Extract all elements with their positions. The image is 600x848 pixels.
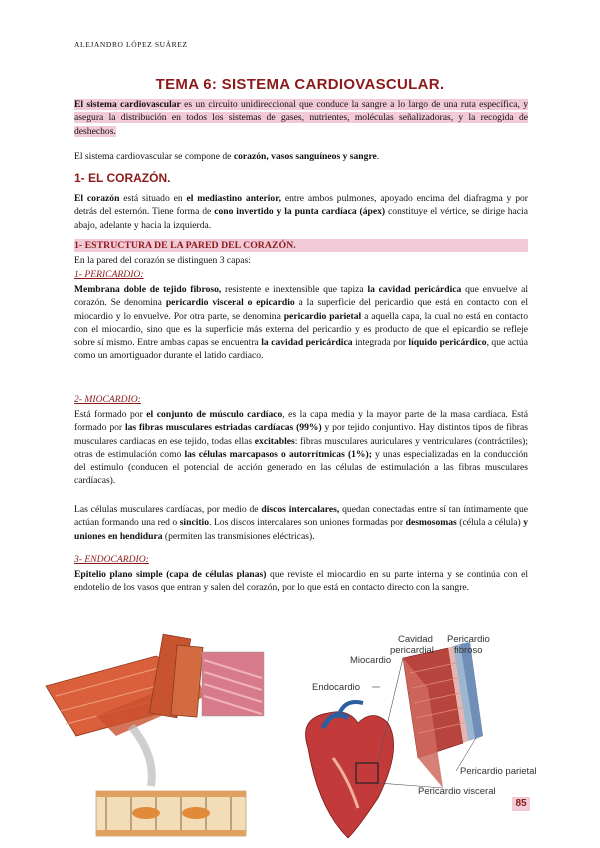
section-heading-corazon: 1- EL CORAZÓN. [74,171,171,185]
endocardio-paragraph: Epitelio plano simple (capa de células planas) que reviste el miocardio en su parte interna y se continúa con el endotelio de los vasos que entran y salen del corazón, por lo que está en contacto directo con la sangre. [74,569,529,594]
capas-intro: En la pared del corazón se distinguen 3 capas: [74,255,251,266]
corazon-paragraph: El corazón está situado en el mediastino anterior, entre ambos pulmones, apoyado encima del diafragma y por detrás del esternón. Tiene forma de cono invertido y la punta cardíaca (ápex) constituye el vértice, se dirige hacia abajo, adelante y hacia la izquierda. [74,193,528,231]
intro-paragraph: El sistema cardiovascular es un circuito unidireccional que conduce la sangre a lo largo de una ruta específica, y asegura la distribución en todos los sistemas de gases, nutrientes, moléculas señalizadoras, y la recogida de deshechos. [74,99,528,137]
label-pericardio-parietal: Pericardio parietal [460,766,537,777]
muscle-fibers-illustration [46,634,206,736]
label-pericardio-visceral: Pericardio visceral [418,786,496,797]
sarcomere-diagram [96,791,246,836]
cardiac-muscle-figure [36,616,276,846]
pericardio-paragraph: Membrana doble de tejido fibroso, resistente e inextensible que tapiza la cavidad pericárdica que envuelve al corazón. Se denomina pericardio visceral o epicardio a la superficie del pericardio que está en contacto con el miocardio y lo envuelve. Por otra parte, se denomina pericardio parietal a aquella capa, la cual no está en contacto con el miocardio, sino que es la superficie más externa del pericardio y es producto de que el epicardio se refleje sobre sí mismo. Entre ambas capas se encuentra la cavidad pericárdica integrada por líquido pericárdico, que actúa como un amortiguador durante el latido cardiaco. [74,284,528,362]
endocardio-heading: 3- ENDOCARDIO: [74,554,149,565]
composition-paragraph: El sistema cardiovascular se compone de corazón, vasos sanguíneos y sangre. [74,151,380,162]
label-fibroso-1: Pericardio [447,634,490,645]
miocardio-paragraph-2: Las células musculares cardíacas, por medio de discos intercalares, quedan conectadas entre sí tan íntimamente que actúan formando una red o sincitio. Los discos intercalares son uniones formadas por desmosomas (célula a célula) y uniones en hendidura (permiten las transmisiones eléctricas). [74,504,528,542]
label-miocardio: Miocardio [350,655,392,666]
label-fibroso-2: fibroso [454,645,483,656]
author-name: ALEJANDRO LÓPEZ SUÁREZ [74,40,188,49]
label-cavidad-1: Cavidad [398,634,433,645]
page-title: TEMA 6: SISTEMA CARDIOVASCULAR. [155,76,445,93]
heart-illustration [306,702,394,838]
miocardio-paragraph: Está formado por el conjunto de músculo cardíaco, es la capa media y la mayor parte de la masa cardiaca. Está formado por las fibras musculares estriadas cardíacas (99%) y por tejido conjuntivo. Hay distintos tipos de fibras musculares cardiacas en ese tejido, todas ellas excitables: fibras musculares auriculares y ventriculares (contráctiles); otras de estimulación como las células marcapasos o autorrítmicas (1%); y unas especializadas en la conducción del estímulo (conducen el potencial de acción generado en las células de estimulación a las fibras musculares cardíacas). [74,409,529,487]
zoom-arrow [131,726,152,786]
label-endocardio: Endocardio [312,682,361,693]
pericardio-heading: 1- PERICARDIO: [74,269,144,280]
page-number: 85 [512,797,530,811]
miocardio-heading: 2- MIOCARDIO: [74,394,141,405]
heart-wall-figure [288,628,588,846]
label-cavidad-2: pericardial [390,645,434,656]
subsection-heading-pared: 1- ESTRUCTURA DE LA PARED DEL CORAZÓN. [74,239,528,252]
